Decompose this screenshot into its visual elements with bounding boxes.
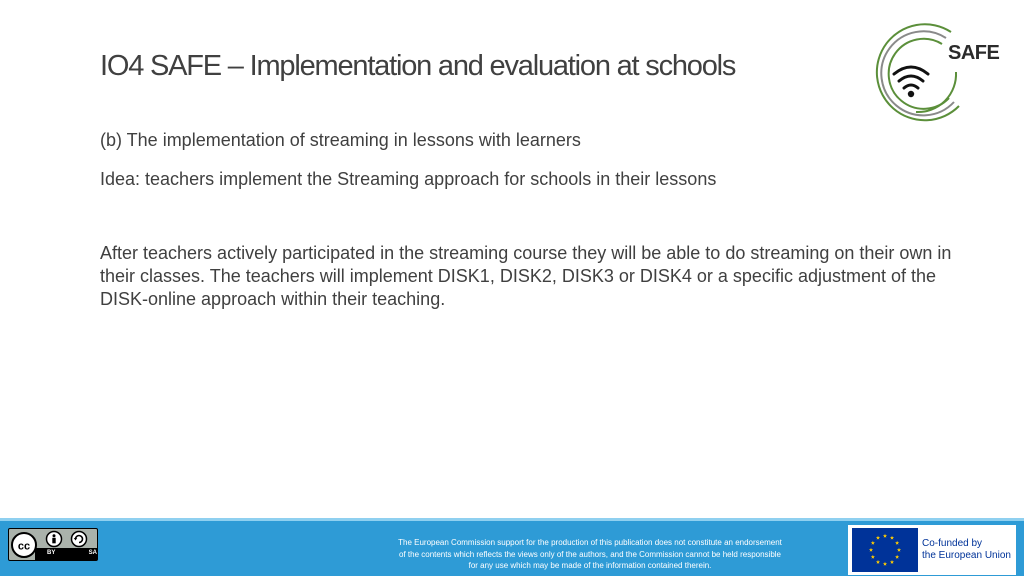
idea-text: Idea: teachers implement the Streaming approach for schools in their lessons — [100, 169, 717, 189]
eu-star-icon — [871, 541, 875, 545]
eu-disclaimer — [360, 537, 820, 572]
cc-sa-label: SA — [88, 550, 97, 556]
eu-star-icon — [876, 560, 880, 564]
eu-cofunded-logo — [848, 525, 1016, 575]
footer-bar — [0, 518, 1024, 576]
subtitle: (b) The implementation of streaming in lessons with learners — [100, 130, 581, 150]
eu-star-icon — [895, 555, 899, 559]
eu-cofunded-text: Co-funded by the European Union — [922, 538, 1011, 561]
eu-star-icon — [897, 548, 901, 552]
svg-text:cc: cc — [17, 540, 31, 553]
safe-logo-text: SAFE — [948, 42, 1000, 64]
eu-star-icon — [883, 534, 887, 538]
footer-highlight — [0, 518, 1024, 521]
cc-license-badge[interactable] — [8, 528, 98, 561]
eu-star-icon — [890, 560, 894, 564]
page-title: IO4 SAFE – Implementation and evaluation at schools — [100, 50, 736, 82]
safe-logo-icon — [856, 20, 1016, 130]
cc-icon — [9, 529, 99, 562]
eu-star-icon — [876, 536, 880, 540]
disclaimer-line: The European Commission support for the production of this publication does not constitute an endorsement — [398, 538, 782, 547]
eu-star-icon — [869, 548, 873, 552]
wifi-icon — [894, 67, 928, 88]
eu-star-icon — [895, 541, 899, 545]
eu-star-icon — [890, 536, 894, 540]
disclaimer-line: of the contents which reflects the views only of the authors, and the Commission cannot be held responsible — [399, 549, 781, 559]
disclaimer-line: for any use which may be made of the information contained therein. — [468, 561, 712, 570]
eu-star-icon — [883, 562, 887, 566]
body-paragraph: After teachers actively participated in the streaming course they will be able to do streaming on their own in their classes. The teachers will implement DISK1, DISK2, DISK3 or DISK4 or a specific adjustment of the DISK-online approach within their teaching. — [100, 243, 952, 309]
eu-star-icon — [871, 555, 875, 559]
cc-by-label: BY — [47, 550, 56, 556]
cc-license-labels — [47, 550, 97, 556]
eu-flag-icon — [852, 528, 918, 572]
